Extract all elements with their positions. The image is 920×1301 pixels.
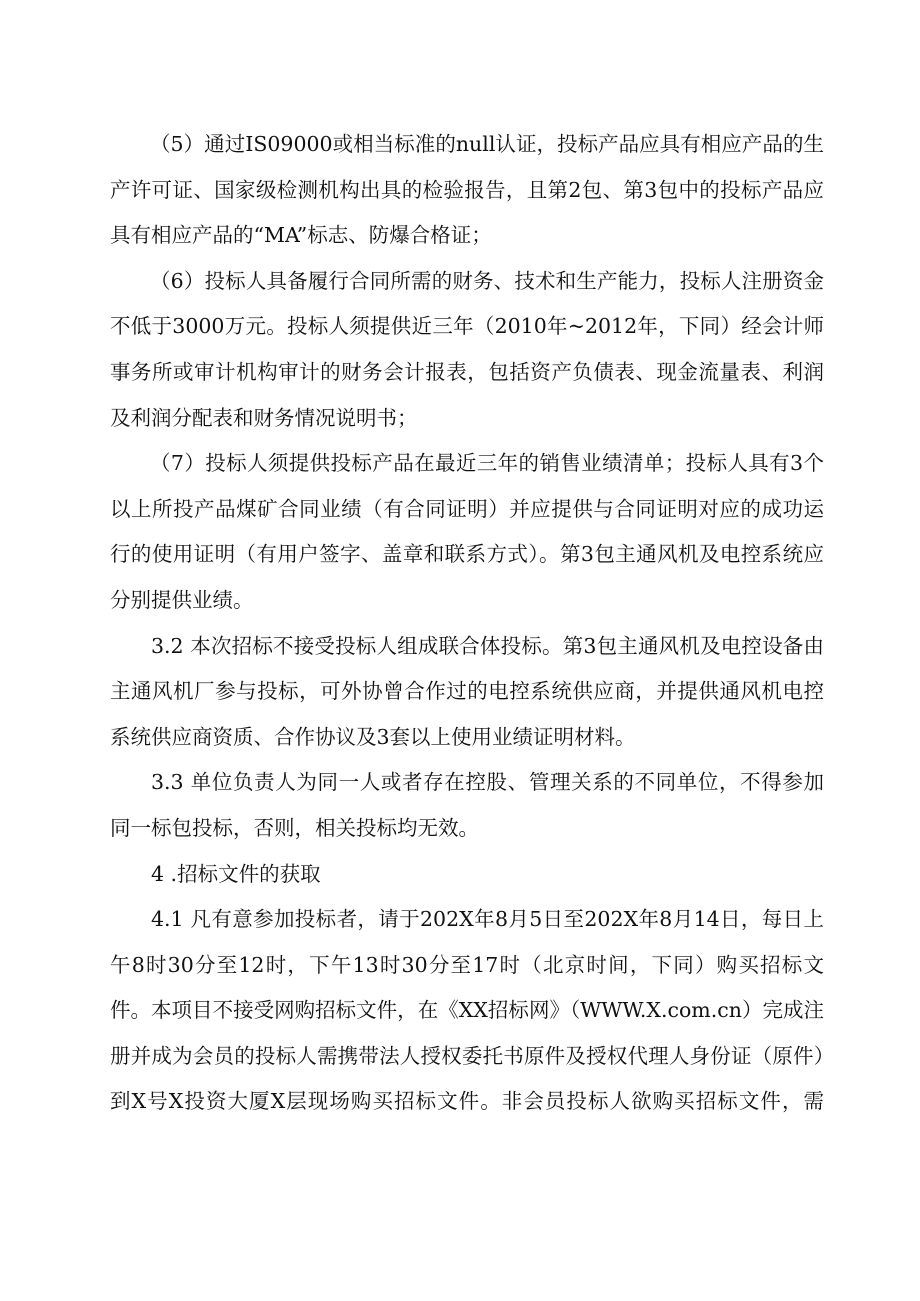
- paragraph-3-3: 3.3 单位负责人为同一人或者存在控股、管理关系的不同单位，不得参加同一标包投标，否则，相关投标均无效。: [110, 770, 824, 840]
- paragraph-3-2: 3.2 本次招标不接受投标人组成联合体投标。第3包主通风机及电控设备由主通风机厂参与投标，可外协曾合作过的电控系统供应商，并提供通风机电控系统供应商资质、合作协议及3套以上使用业绩证明材料。: [110, 633, 824, 749]
- section-heading-4: 4 .招标文件的获取: [151, 861, 321, 886]
- paragraph-item-6: （6）投标人具备履行合同所需的财务、技术和生产能力，投标人注册资金不低于3000万元。投标人须提供近三年（2010年~2012年，下同）经会计师事务所或审计机构审计的财务会计报表，包括资产负债表、现金流量表、利润及利润分配表和财务情况说明书；: [110, 268, 824, 430]
- paragraph-item-7: （7）投标人须提供投标产品在最近三年的销售业绩清单；投标人具有3个以上所投产品煤矿合同业绩（有合同证明）并应提供与合同证明对应的成功运行的使用证明（有用户签字、盖章和联系方式）。第3包主通风机及电控系统应分别提供业绩。: [110, 451, 824, 612]
- document-body: [110, 122, 824, 1125]
- paragraph-4-1: 4.1 凡有意参加投标者，请于202X年8月5日至202X年8月14日，每日上午8时30分至12时，下午13时30分至17时（北京时间，下同）购买招标文件。本项目不接受网购招标文件，在《XX招标网》（WWW.X.com.cn）完成注册并成为会员的投标人需携带法人授权委托书原件及授权代理人身份证（原件）到X号X投资大厦X层现场购买招标文件。非会员投标人欲购买招标文件，需: [110, 907, 824, 1114]
- paragraph-item-5: （5）通过IS09000或相当标准的null认证，投标产品应具有相应产品的生产许可证、国家级检测机构出具的检验报告，且第2包、第3包中的投标产品应具有相应产品的“MA”标志、防爆合格证；: [110, 132, 824, 248]
